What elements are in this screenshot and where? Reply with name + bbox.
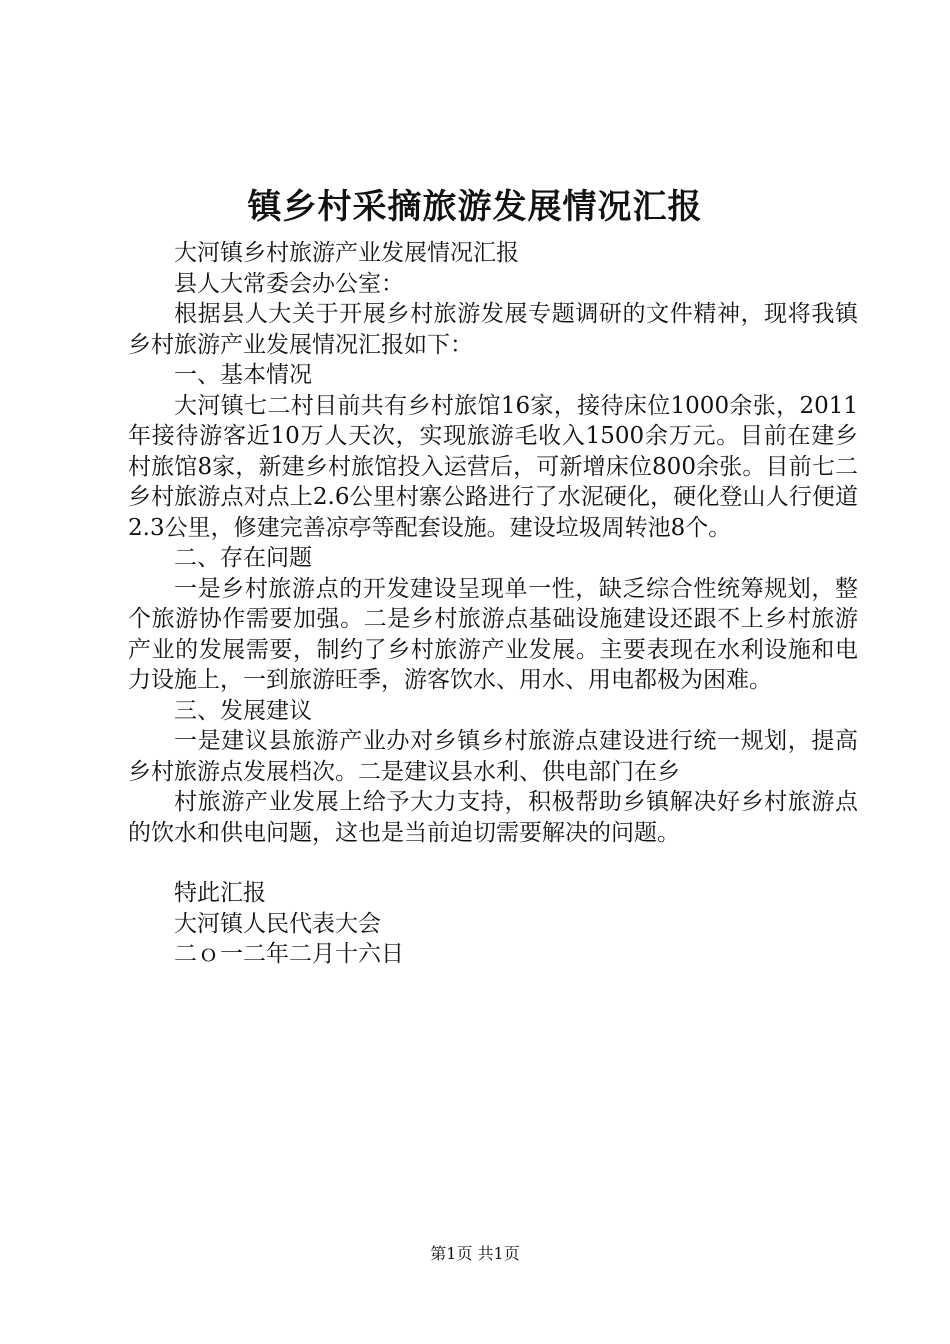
section-body-basic: 大河镇七二村目前共有乡村旅馆16家，接待床位1000余张，2011年接待游客近10万人天次，实现旅游毛收入1500余万元。目前在建乡村旅馆8家，新建乡村旅馆投入运营后，可新增床位800余张。目前七二乡村旅游点对点上2.6公里村寨公路进行了水泥硬化，硬化登山人行便道2.3公里，修建完善凉亭等配套设施。建设垃圾周转池8个。 — [128, 392, 858, 541]
section-body-problems: 一是乡村旅游点的开发建设呈现单一性，缺乏综合性统筹规划，整个旅游协作需要加强。二是乡村旅游点基础设施建设还跟不上乡村旅游产业的发展需要，制约了乡村旅游产业发展。主要表现在水利设施和电力设施上，一到旅游旺季，游客饮水、用水、用电都极为困难。 — [128, 575, 858, 693]
closing-line: 特此汇报 — [174, 880, 266, 906]
section-heading-suggestions: 三、发展建议 — [174, 697, 312, 724]
document-body — [128, 238, 858, 970]
date-line: 二ｏ一二年二月十六日 — [174, 941, 404, 967]
intro-paragraph: 根据县人大关于开展乡村旅游发展专题调研的文件精神，现将我镇乡村旅游产业发展情况汇报如下： — [128, 301, 858, 358]
signature-line: 大河镇人民代表大会 — [174, 910, 381, 937]
addressee: 县人大常委会办公室： — [174, 270, 404, 297]
section-body-suggestions-b: 村旅游产业发展上给予大力支持，积极帮助乡镇解决好乡村旅游点的饮水和供电问题，这也是当前迫切需要解决的问题。 — [128, 789, 858, 846]
page-number-footer: 第1页 共1页 — [430, 1244, 520, 1263]
blank-line — [128, 848, 858, 878]
document-title: 镇乡村采摘旅游发展情况汇报 — [247, 187, 703, 227]
section-heading-problems: 二、存在问题 — [174, 545, 312, 571]
section-heading-basic: 一、基本情况 — [174, 362, 312, 388]
section-body-suggestions-a: 一是建议县旅游产业办对乡镇乡村旅游点建设进行统一规划，提高乡村旅游点发展档次。二是建议县水利、供电部门在乡 — [128, 728, 858, 785]
report-subtitle: 大河镇乡村旅游产业发展情况汇报 — [174, 240, 519, 266]
